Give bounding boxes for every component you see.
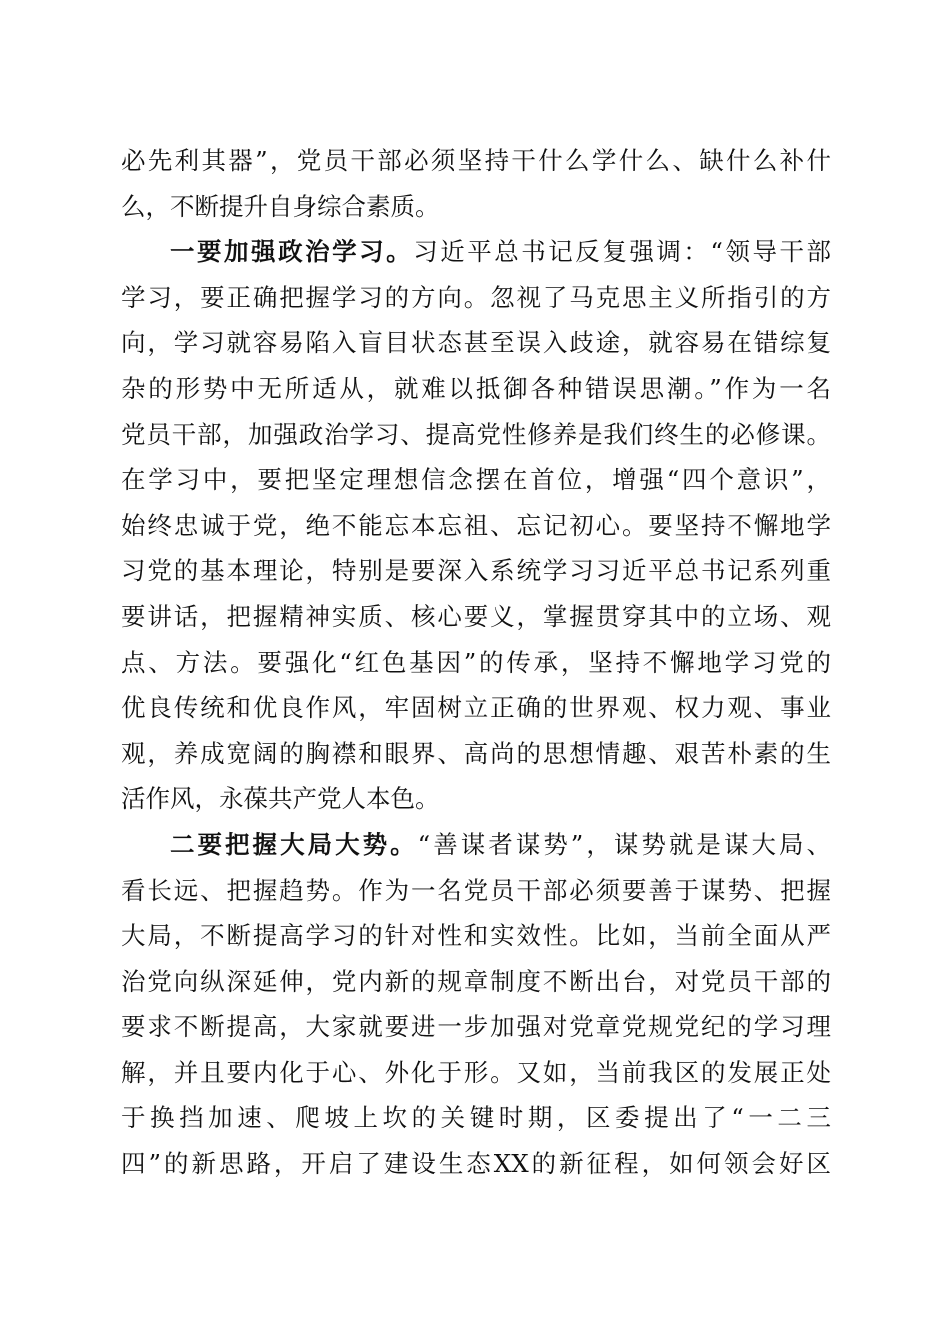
document-page <box>121 138 831 1187</box>
text-span: “善谋者谋势”，谋势就是谋大局、 <box>417 829 831 859</box>
text-line: 点、方法。要强化“红色基因”的传承，坚持不懈地学习党的 <box>121 647 831 677</box>
text-line: 于换挡加速、爬坡上坎的关键时期，区委提出了“一二三 <box>121 1103 831 1133</box>
text-line: 必先利其器”，党员干部必须坚持干什么学什么、缺什么补什 <box>121 146 831 175</box>
text-span: 习近平总书记反复强调：“领导干部 <box>413 237 832 267</box>
text-line: 学习，要正确把握学习的方向。忽视了马克思主义所指引的方 <box>121 282 831 312</box>
text-line: 优良传统和优良作风，牢固树立正确的世界观、权力观、事业 <box>121 693 831 723</box>
paragraph-overall-situation <box>121 822 831 1187</box>
text-line: 治党向纵深延伸，党内新的规章制度不断出台，对党员干部的 <box>121 966 831 996</box>
text-line: 大局，不断提高学习的针对性和实效性。比如，当前全面从严 <box>121 921 831 951</box>
text-line: 始终忠诚于党，绝不能忘本忘祖、忘记初心。要坚持不懈地学 <box>121 510 831 540</box>
text-line: 观，养成宽阔的胸襟和眼界、高尚的思想情趣、艰苦朴素的生 <box>121 738 831 768</box>
text-line: 要求不断提高，大家就要进一步加强对党章党规党纪的学习理 <box>121 1012 831 1042</box>
text-line: 习党的基本理论，特别是要深入系统学习习近平总书记系列重 <box>121 556 831 586</box>
text-line: 看长远、把握趋势。作为一名党员干部必须要善于谋势、把握 <box>121 875 831 905</box>
text-line: 杂的形势中无所适从，就难以抵御各种错误思潮。”作为一名 <box>121 373 831 403</box>
paragraph-intro <box>121 138 831 229</box>
text-line <box>121 229 831 275</box>
text-line: 活作风，永葆共产党人本色。 <box>121 784 440 814</box>
text-line: 党员干部，加强政治学习、提高党性修养是我们终生的必修课。 <box>121 419 831 449</box>
paragraph-political-study <box>121 229 831 822</box>
section-heading: 一要加强政治学习。 <box>170 237 414 267</box>
text-line: 么，不断提升自身综合素质。 <box>121 191 440 221</box>
text-line: 向，学习就容易陷入盲目状态甚至误入歧途，就容易在错综复 <box>121 328 831 358</box>
section-heading: 二要把握大局大势。 <box>170 829 418 859</box>
text-line: 在学习中，要把坚定理想信念摆在首位，增强“四个意识”， <box>121 465 831 495</box>
text-line: 要讲话，把握精神实质、核心要义，掌握贯穿其中的立场、观 <box>121 601 831 631</box>
text-line: 四”的新思路，开启了建设生态XX的新征程，如何领会好区 <box>121 1149 831 1179</box>
text-line: 解，并且要内化于心、外化于形。又如，当前我区的发展正处 <box>121 1057 831 1087</box>
text-line <box>121 822 831 868</box>
